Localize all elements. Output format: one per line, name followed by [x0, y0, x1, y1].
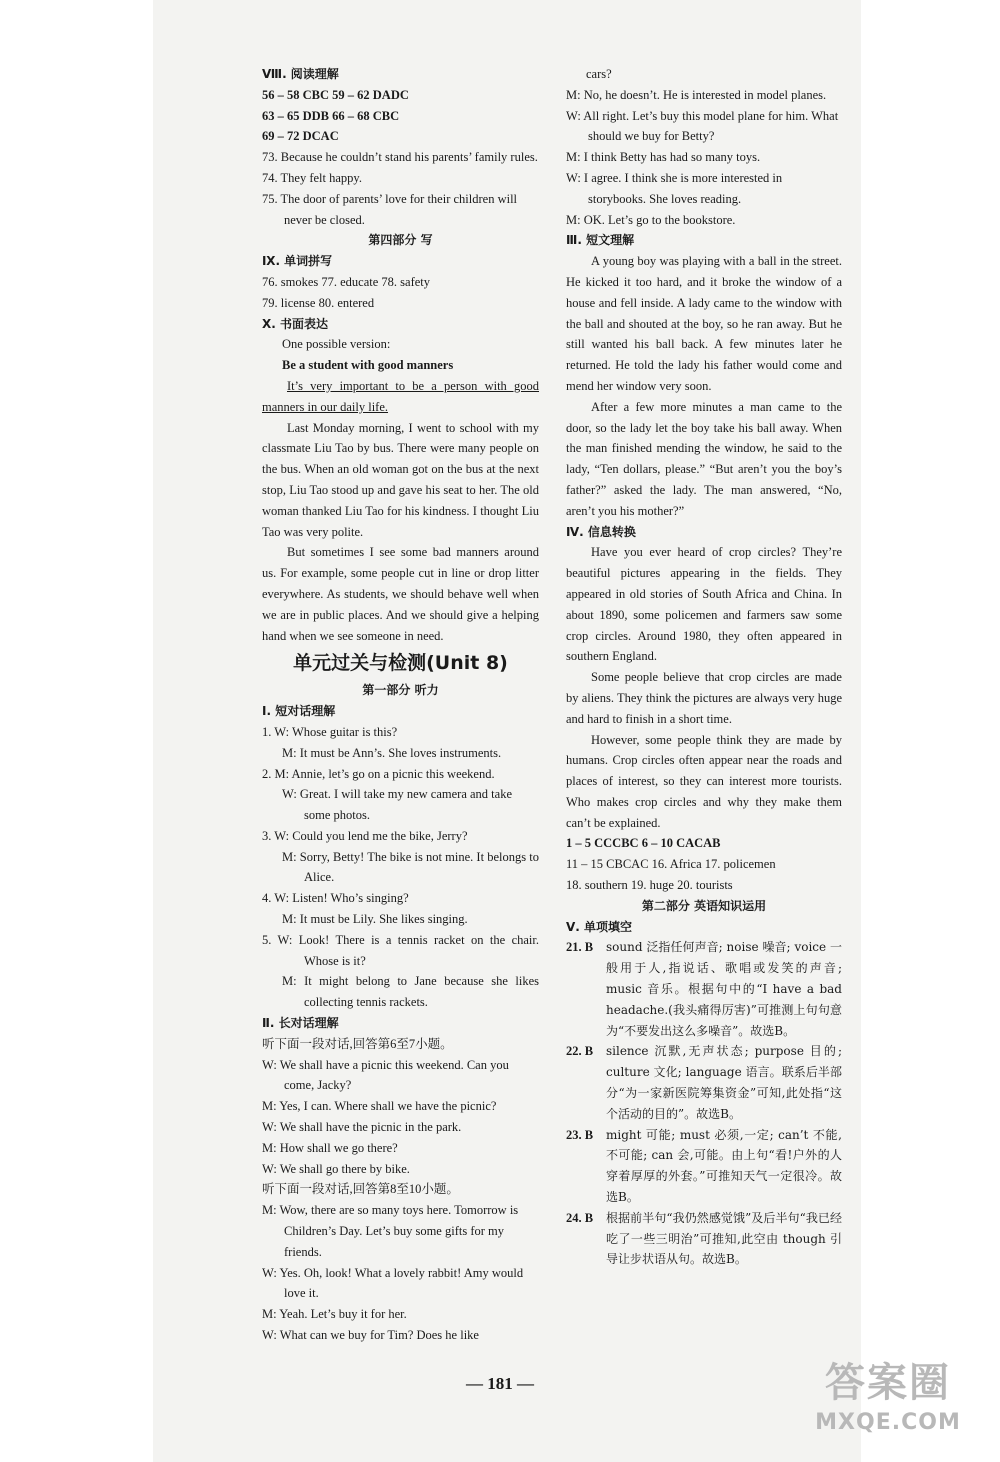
- section-title: Ⅹ. 书面表达: [262, 316, 328, 331]
- dialogue-line: M: It must be Ann’s. She loves instruments.: [282, 745, 502, 760]
- dialogue-line: W: We shall have a picnic this weekend. Can you come, Jacky?: [262, 1057, 509, 1093]
- watermark-logo-text: 答案圈: [825, 1360, 951, 1406]
- section-title: Ⅰ. 短对话理解: [262, 704, 336, 719]
- dialogue-line: W: What can we buy for Tim? Does he like: [262, 1328, 479, 1343]
- dialogue-line: W: Yes. Oh, look! What a lovely rabbit! Amy would love it.: [262, 1265, 524, 1301]
- answer-explanation: silence 沉默,无声状态; purpose 目的; culture 文化; language 语言。联系后半部分“为一家新医院筹集资金”可知,此处指“这个活动的目的”。故选B。: [606, 1044, 842, 1121]
- left-column: [262, 64, 539, 1346]
- answer-line: 76. smokes 77. educate 78. safety: [262, 274, 431, 289]
- dialogue-line: M: It must be Lily. She likes singing.: [282, 912, 468, 927]
- answer-74: 74. They felt happy.: [262, 170, 362, 185]
- dialogue-line: M: Sorry, Betty! The bike is not mine. It belongs to Alice.: [282, 849, 539, 885]
- essay-title: Be a student with good manners: [282, 358, 454, 373]
- answer-line: 11 – 15 CBCAC 16. Africa 17. policemen: [566, 857, 776, 872]
- answer-number: 23. B: [566, 1127, 594, 1142]
- essay-paragraph: Last Monday morning, I went to school with my classmate Liu Tao by bus. There were many people on the bus. When an old woman got on the bus at the next stop, Liu Tao stood up and gave his seat to her. The old woman thanked Liu Tao for his kindness. I thought Liu Tao was very polite.: [262, 420, 539, 539]
- instruction-line: 听下面一段对话,回答第6至7小题。: [262, 1036, 453, 1051]
- dialogue-line: 2. M: Annie, let’s go on a picnic this weekend.: [262, 766, 495, 781]
- dialogue-line: W: Great. I will take my new camera and take some photos.: [282, 787, 512, 823]
- part-heading: 第二部分 英语知识运用: [641, 898, 767, 913]
- unit-title: 单元过关与检测(Unit 8): [293, 652, 508, 675]
- dialogue-line: M: Yeah. Let’s buy it for her.: [262, 1307, 407, 1322]
- answer-73: 73. Because he couldn’t stand his parents’ family rules.: [262, 150, 538, 165]
- grammar-answer-24: [566, 1208, 842, 1270]
- passage-paragraph: Have you ever heard of crop circles? They’re beautiful pictures appearing in the fields. They appeared in old stories of South Africa and China. In about 1890, some policemen and farmers saw some crop circles. Around 1980, they often appeared in southern England.: [566, 545, 842, 664]
- page-number: — 181 —: [466, 1374, 534, 1393]
- section-title: Ⅱ. 长对话理解: [262, 1016, 339, 1031]
- answer-explanation: might 可能; must 必须,一定; can’t 不能,不可能; can 会,可能。由上句“看!户外的人穿着厚厚的外套。”可推知天气一定很冷。故选B。: [606, 1127, 842, 1205]
- passage-paragraph: Some people believe that crop circles are made by aliens. They think the pictures are always very huge and hard to finish in a short time.: [566, 670, 842, 726]
- section-title: Ⅳ. 信息转换: [566, 524, 636, 539]
- section-title: Ⅲ. 短文理解: [566, 233, 635, 248]
- answer-number: 24. B: [566, 1210, 594, 1225]
- version-label: One possible version:: [282, 337, 391, 352]
- dialogue-line: M: Wow, there are so many toys here. Tomorrow is Children’s Day. Let’s buy some gifts for my friends.: [262, 1203, 519, 1259]
- dialogue-line: M: How shall we go there?: [262, 1140, 398, 1155]
- passage-paragraph: A young boy was playing with a ball in the street. He kicked it too hard, and it broke the window of a house and fell inside. A lady came to the window with the ball and shouted at the boy, so he ran away. But he still wanted his ball back. A few minutes later he returned. He told the lady his father would come and mend her window very soon.: [566, 254, 842, 393]
- section-title: Ⅸ. 单词拼写: [262, 254, 333, 269]
- answer-line: 69 – 72 DCAC: [262, 129, 339, 144]
- watermark-url: MXQE.COM: [815, 1410, 961, 1435]
- dialogue-line: M: I think Betty has had so many toys.: [566, 150, 761, 165]
- dialogue-line: W: All right. Let’s buy this model plane for him. What should we buy for Betty?: [566, 108, 839, 144]
- part-heading: 第一部分 听力: [362, 683, 439, 698]
- part-heading: 第四部分 写: [368, 233, 433, 248]
- dialogue-line: M: Yes, I can. Where shall we have the picnic?: [262, 1099, 497, 1114]
- dialogue-line: 3. W: Could you lend me the bike, Jerry?: [262, 828, 468, 843]
- answer-number: 21. B: [566, 940, 594, 955]
- answer-line: 18. southern 19. huge 20. tourists: [566, 878, 733, 893]
- dialogue-line: W: We shall go there by bike.: [262, 1161, 410, 1176]
- dialogue-line: W: We shall have the picnic in the park.: [262, 1120, 462, 1135]
- passage-paragraph: After a few more minutes a man came to the door, so the lady let the boy take his ball away. When the man finished mending the window, he said to the lady, “Ten dollars, please.” “But aren’t you the boy’s father?” asked the lady. The man answered, “No, aren’t you his mother?”: [566, 399, 842, 518]
- watermark-logo: [788, 1356, 988, 1448]
- grammar-answer-21: [566, 937, 842, 1041]
- dialogue-line: M: It might belong to Jane because she likes collecting tennis rackets.: [282, 974, 539, 1010]
- right-column: [566, 64, 842, 1270]
- instruction-line: 听下面一段对话,回答第8至10小题。: [262, 1182, 459, 1197]
- essay-paragraph: But sometimes I see some bad manners around us. For example, some people cut in line or drop litter everywhere. As students, we should behave well when we are in public places. And we should give a helping hand when we see someone in need.: [262, 545, 539, 643]
- dialogue-line: 1. W: Whose guitar is this?: [262, 724, 398, 739]
- answer-line: 56 – 58 CBC 59 – 62 DADC: [262, 87, 409, 102]
- dialogue-line: W: I agree. I think she is more interested in storybooks. She loves reading.: [566, 170, 783, 206]
- section-title: Ⅴ. 单项填空: [566, 919, 633, 934]
- dialogue-line: cars?: [586, 67, 612, 81]
- grammar-answer-22: [566, 1041, 842, 1124]
- answer-line: 1 – 5 CCCBC 6 – 10 CACAB: [566, 836, 721, 851]
- answer-75: 75. The door of parents’ love for their children will never be closed.: [262, 191, 518, 227]
- essay-paragraph: It’s very important to be a person with good manners in our daily life.: [262, 378, 539, 414]
- dialogue-line: 4. W: Listen! Who’s singing?: [262, 891, 409, 906]
- answer-line: 79. license 80. entered: [262, 295, 375, 310]
- passage-paragraph: However, some people think they are made by humans. Crop circles often appear near the roads and places of interest, so they can interest more tourists. Who makes crop circles and why they make them can’t be explained.: [566, 732, 842, 830]
- dialogue-line: M: OK. Let’s go to the bookstore.: [566, 212, 736, 227]
- answer-line: 63 – 65 DDB 66 – 68 CBC: [262, 108, 400, 123]
- answer-number: 22. B: [566, 1044, 594, 1059]
- answer-explanation: sound 泛指任何声音; noise 噪音; voice 一般用于人,指说话、歌唱或发笑的声音; music 音乐。根据句中的“I have a bad headache.(我头痛得厉害)”可推测上句句意为“不要发出这么多噪音”。故选B。: [606, 940, 842, 1038]
- grammar-answer-23: [566, 1125, 842, 1208]
- dialogue-line: 5. W: Look! There is a tennis racket on the chair. Whose is it?: [262, 932, 539, 968]
- answer-explanation: 根据前半句“我仍然感觉饿”及后半句“我已经吃了一些三明治”可推知,此空由 though 引导让步状语从句。故选B。: [606, 1210, 842, 1267]
- section-title: Ⅷ. 阅读理解: [262, 67, 339, 81]
- dialogue-line: M: No, he doesn’t. He is interested in model planes.: [566, 87, 827, 102]
